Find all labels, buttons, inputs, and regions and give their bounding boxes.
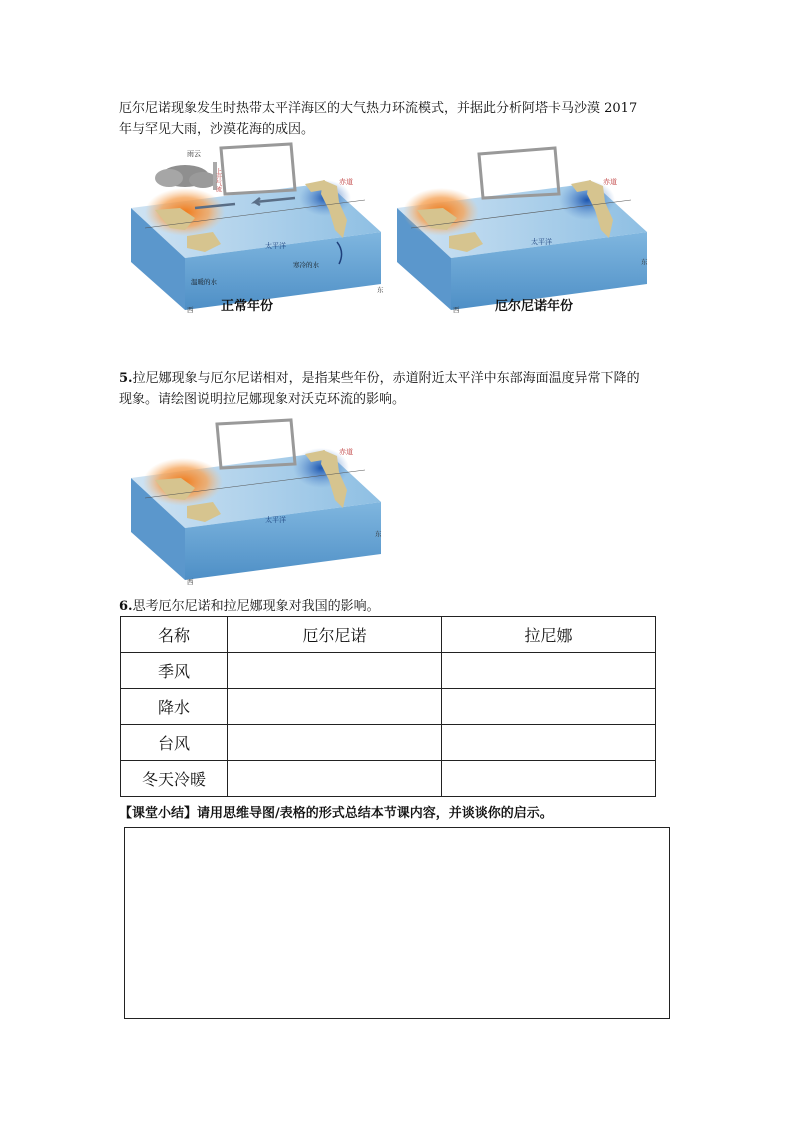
label-east: 东 [375,530,382,538]
circulation-loop-box [221,144,295,194]
question-5-line-2: 现象。请绘图说明拉尼娜现象对沃克环流的影响。 [119,392,406,407]
summary-prompt [119,803,679,824]
summary-answer-box[interactable] [124,827,670,1019]
row-label: 台风 [121,725,228,761]
table-header-row [121,617,656,653]
table-header-cell: 名称 [121,617,228,653]
label-west: 西 [187,306,194,314]
answer-cell[interactable] [228,725,442,761]
answer-cell[interactable] [228,761,442,797]
table-row [121,653,656,689]
influence-table [120,616,656,797]
summary-label: 【课堂小结】 [119,806,198,821]
answer-cell[interactable] [442,725,656,761]
answer-cell[interactable] [228,653,442,689]
label-rain-cloud: 雨云 [187,150,201,158]
el-nino-diagram [391,140,653,320]
table-row [121,761,656,797]
question-6-number: 6. [119,599,133,614]
table-header-cell: 拉尼娜 [442,617,656,653]
label-equator: 赤道 [603,178,617,186]
label-pacific: 太平洋 [265,516,286,524]
caption-normal-year: 正常年份 [221,299,274,314]
question-5-line-1: 5.拉尼娜现象与厄尔尼诺相对，是指某些年份，赤道附近太平洋中东部海面温度异常下降的 [119,371,640,386]
summary-text: 请用思维导图/表格的形式总结本节课内容，并谈谈你的启示。 [197,806,553,821]
answer-cell[interactable] [442,689,656,725]
answer-cell[interactable] [442,761,656,797]
label-pacific: 太平洋 [531,238,552,246]
table-row [121,689,656,725]
row-label: 季风 [121,653,228,689]
table-row [121,725,656,761]
caption-el-nino-year: 厄尔尼诺年份 [495,299,574,314]
row-label: 降水 [121,689,228,725]
answer-cell[interactable] [228,689,442,725]
label-warm-water: 温暖的水 [191,278,217,286]
question-4-text [119,98,679,140]
row-label: 冬天冷暖 [121,761,228,797]
label-east: 东 [377,286,384,294]
label-rising-air: 上升气流 [214,168,222,192]
normal-year-diagram [125,140,387,320]
answer-cell[interactable] [442,653,656,689]
label-equator: 赤道 [339,178,353,186]
label-pacific: 太平洋 [265,242,286,250]
question-6-text: 6.思考厄尔尼诺和拉尼娜现象对我国的影响。 [119,599,380,614]
la-nina-diagram [125,418,387,588]
question-5-text [119,368,679,410]
label-west: 西 [187,578,194,586]
question-4-line-1: 厄尔尼诺现象发生时热带太平洋海区的大气热力环流模式，并据此分析阿塔卡马沙漠 2017 [119,101,638,116]
label-equator: 赤道 [339,448,353,456]
question-4-line-2: 年与罕见大雨，沙漠花海的成因。 [119,122,315,137]
question-5-number: 5. [119,371,133,386]
label-east: 东 [641,258,648,266]
label-west: 西 [453,306,460,314]
table-header-cell: 厄尔尼诺 [228,617,442,653]
label-cold-water: 寒冷的水 [293,261,319,269]
